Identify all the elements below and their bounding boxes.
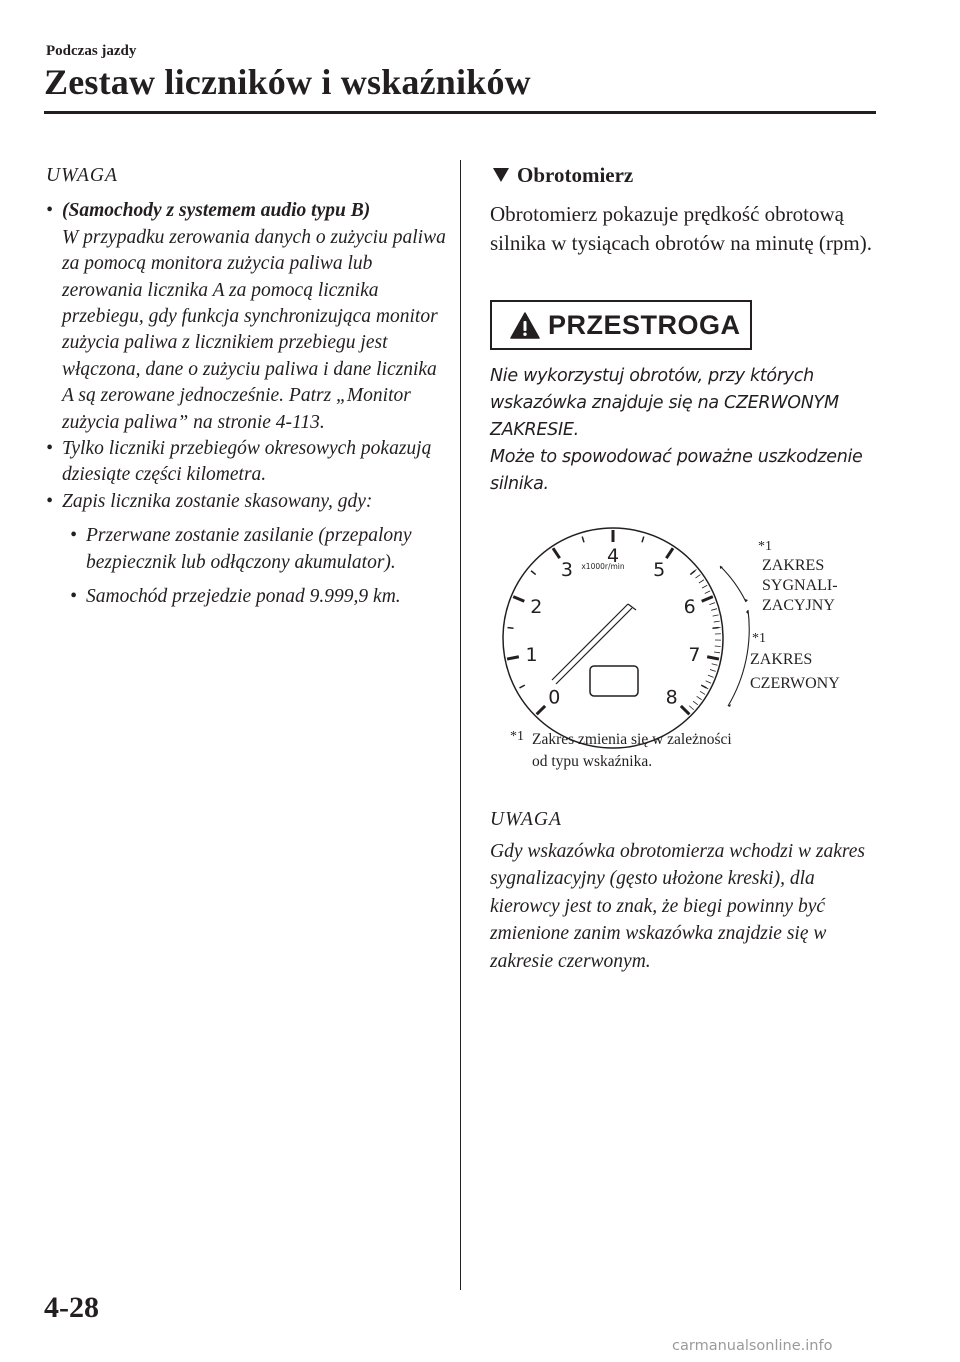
signal-tick [703,686,708,689]
caution-body [490,363,880,498]
caution-box [490,300,752,350]
signal-tick [689,706,693,710]
minor-tick [508,628,514,629]
signal-tick [693,701,698,705]
major-tick [507,657,519,659]
minor-tick [582,537,584,543]
minor-tick [531,571,536,575]
gauge-number: 8 [665,686,678,709]
bullet-text: Tylko liczniki przebiegów okresowych pokazują dziesiąte części kilometra. [62,438,432,486]
signal-tick [712,664,718,666]
signal-tick [713,615,719,616]
minor-tick [520,685,525,688]
caution-text: Nie wykorzystuj obrotów, przy których wskazówka znajduje się na CZERWONYM ZAKRESIE. [490,366,839,440]
note-block [490,806,880,975]
signal-tick [692,569,697,573]
signal-range-label: ZAKRES [762,557,825,574]
gauge-number: 3 [560,558,573,581]
section-heading-text: Obrotomierz [517,162,634,187]
gauge-number: 2 [530,596,543,619]
signal-tick [711,609,717,611]
needle [556,608,632,684]
red-range-label: ZAKRES [750,651,813,668]
bullet-text: W przypadku zerowania danych o zużyciu paliwa za pomocą monitora zużycia paliwa lub zerowania licznika A za pomocą licznika przebiegu, gdy funkcja synchronizująca monitor zużycia paliwa z licznikiem przebiegu jest włączona, dane o zużyciu paliwa i dane licznika A są zerowane jednocześnie. Patrz „Monitor zużycia paliwa” na stronie 4-113. [62,226,446,433]
footnote-text: od typu wskaźnika. [532,753,653,770]
note-sub-bullet [46,523,446,576]
red-range-label: CZERWONY [750,675,840,692]
signal-tick [708,675,714,677]
page-title: Zestaw liczników i wskaźników [44,62,531,102]
note-text: Gdy wskazówka obrotomierza wchodzi w zakres sygnalizacyjny (gęsto ułożone kreski), dla kierowcy jest to znak, że biegi powinny być zmienione zanim wskazówka znajdzie się w zakresie czerwonym. [490,840,866,972]
bullet-dot: • [46,438,53,460]
major-tick [553,548,560,558]
bullet-dot: • [70,525,77,547]
warning-icon [510,312,540,339]
signal-range-label: ZACYJNY [762,597,835,614]
signal-tick [697,696,702,699]
right-column [490,160,880,257]
gauge-number: 5 [653,558,666,581]
note-sub-bullet [46,584,446,610]
footnote-asterisk: *1 [510,729,524,744]
gauge-unit: x1000r/min [581,562,625,571]
bullet-dot: • [46,490,53,512]
section-label: Podczas jazdy [46,43,137,59]
triangle-down-icon [493,168,509,182]
footnote-asterisk: *1 [752,631,766,646]
caution-text: Może to spowodować poważne uszkodzenie silnika. [490,447,863,494]
gauge-number: 1 [525,644,538,667]
major-tick [537,706,545,714]
gauge-number: 0 [548,686,561,709]
watermark: carmanualsonline.info [672,1338,833,1354]
column-divider [460,160,461,1290]
note-bullet [46,436,446,489]
footnote-asterisk: *1 [758,539,772,554]
bullet-bold-text: (Samochody z systemem audio typu B) [62,200,371,222]
signal-tick [700,691,705,694]
gauge-number: 4 [606,545,620,567]
note-bullet [46,198,446,436]
bullet-dot: • [46,200,53,222]
major-tick [513,597,524,602]
note-bullet [46,489,446,515]
signal-tick [710,670,716,672]
signal-range-arc [720,566,746,602]
display-window [590,666,638,696]
minor-tick [642,537,644,543]
signal-tick [714,621,720,622]
red-range-arrow [746,610,748,614]
left-column [46,163,446,611]
note-heading: UWAGA [46,165,118,186]
bullet-text: Przerwane zostanie zasilanie (przepalony bezpiecznik lub odłączony akumulator). [86,525,412,573]
signal-tick [705,591,710,594]
bullet-text: Samochód przejedzie ponad 9.999,9 km. [86,586,401,608]
caution-label: PRZESTROGA [548,309,741,340]
signal-tick [714,652,720,653]
section-heading [490,160,880,190]
signal-range-label: SYGNALI- [762,577,838,594]
signal-tick [696,575,701,579]
gauge-number: 6 [683,596,696,619]
page-number: 4-28 [44,1291,99,1324]
signal-tick [706,681,711,684]
title-rule [44,111,876,114]
bullet-text: Zapis licznika zostanie skasowany, gdy: [62,490,373,512]
signal-tick [699,580,704,583]
signal-tick [709,603,715,605]
intro-text: Obrotomierz pokazuje prędkość obrotową silnika w tysiącach obrotów na minutę (rpm). [490,202,872,255]
footnote-text: Zakres zmienia się w zależności [532,731,732,748]
signal-tick [702,585,707,588]
note-heading: UWAGA [490,809,562,830]
tachometer-dial [503,528,723,748]
major-tick [666,548,673,558]
bullet-dot: • [70,586,77,608]
gauge-number: 7 [688,644,701,667]
red-range-arc [728,610,749,706]
tachometer-diagram [500,518,880,778]
needle [628,604,636,610]
